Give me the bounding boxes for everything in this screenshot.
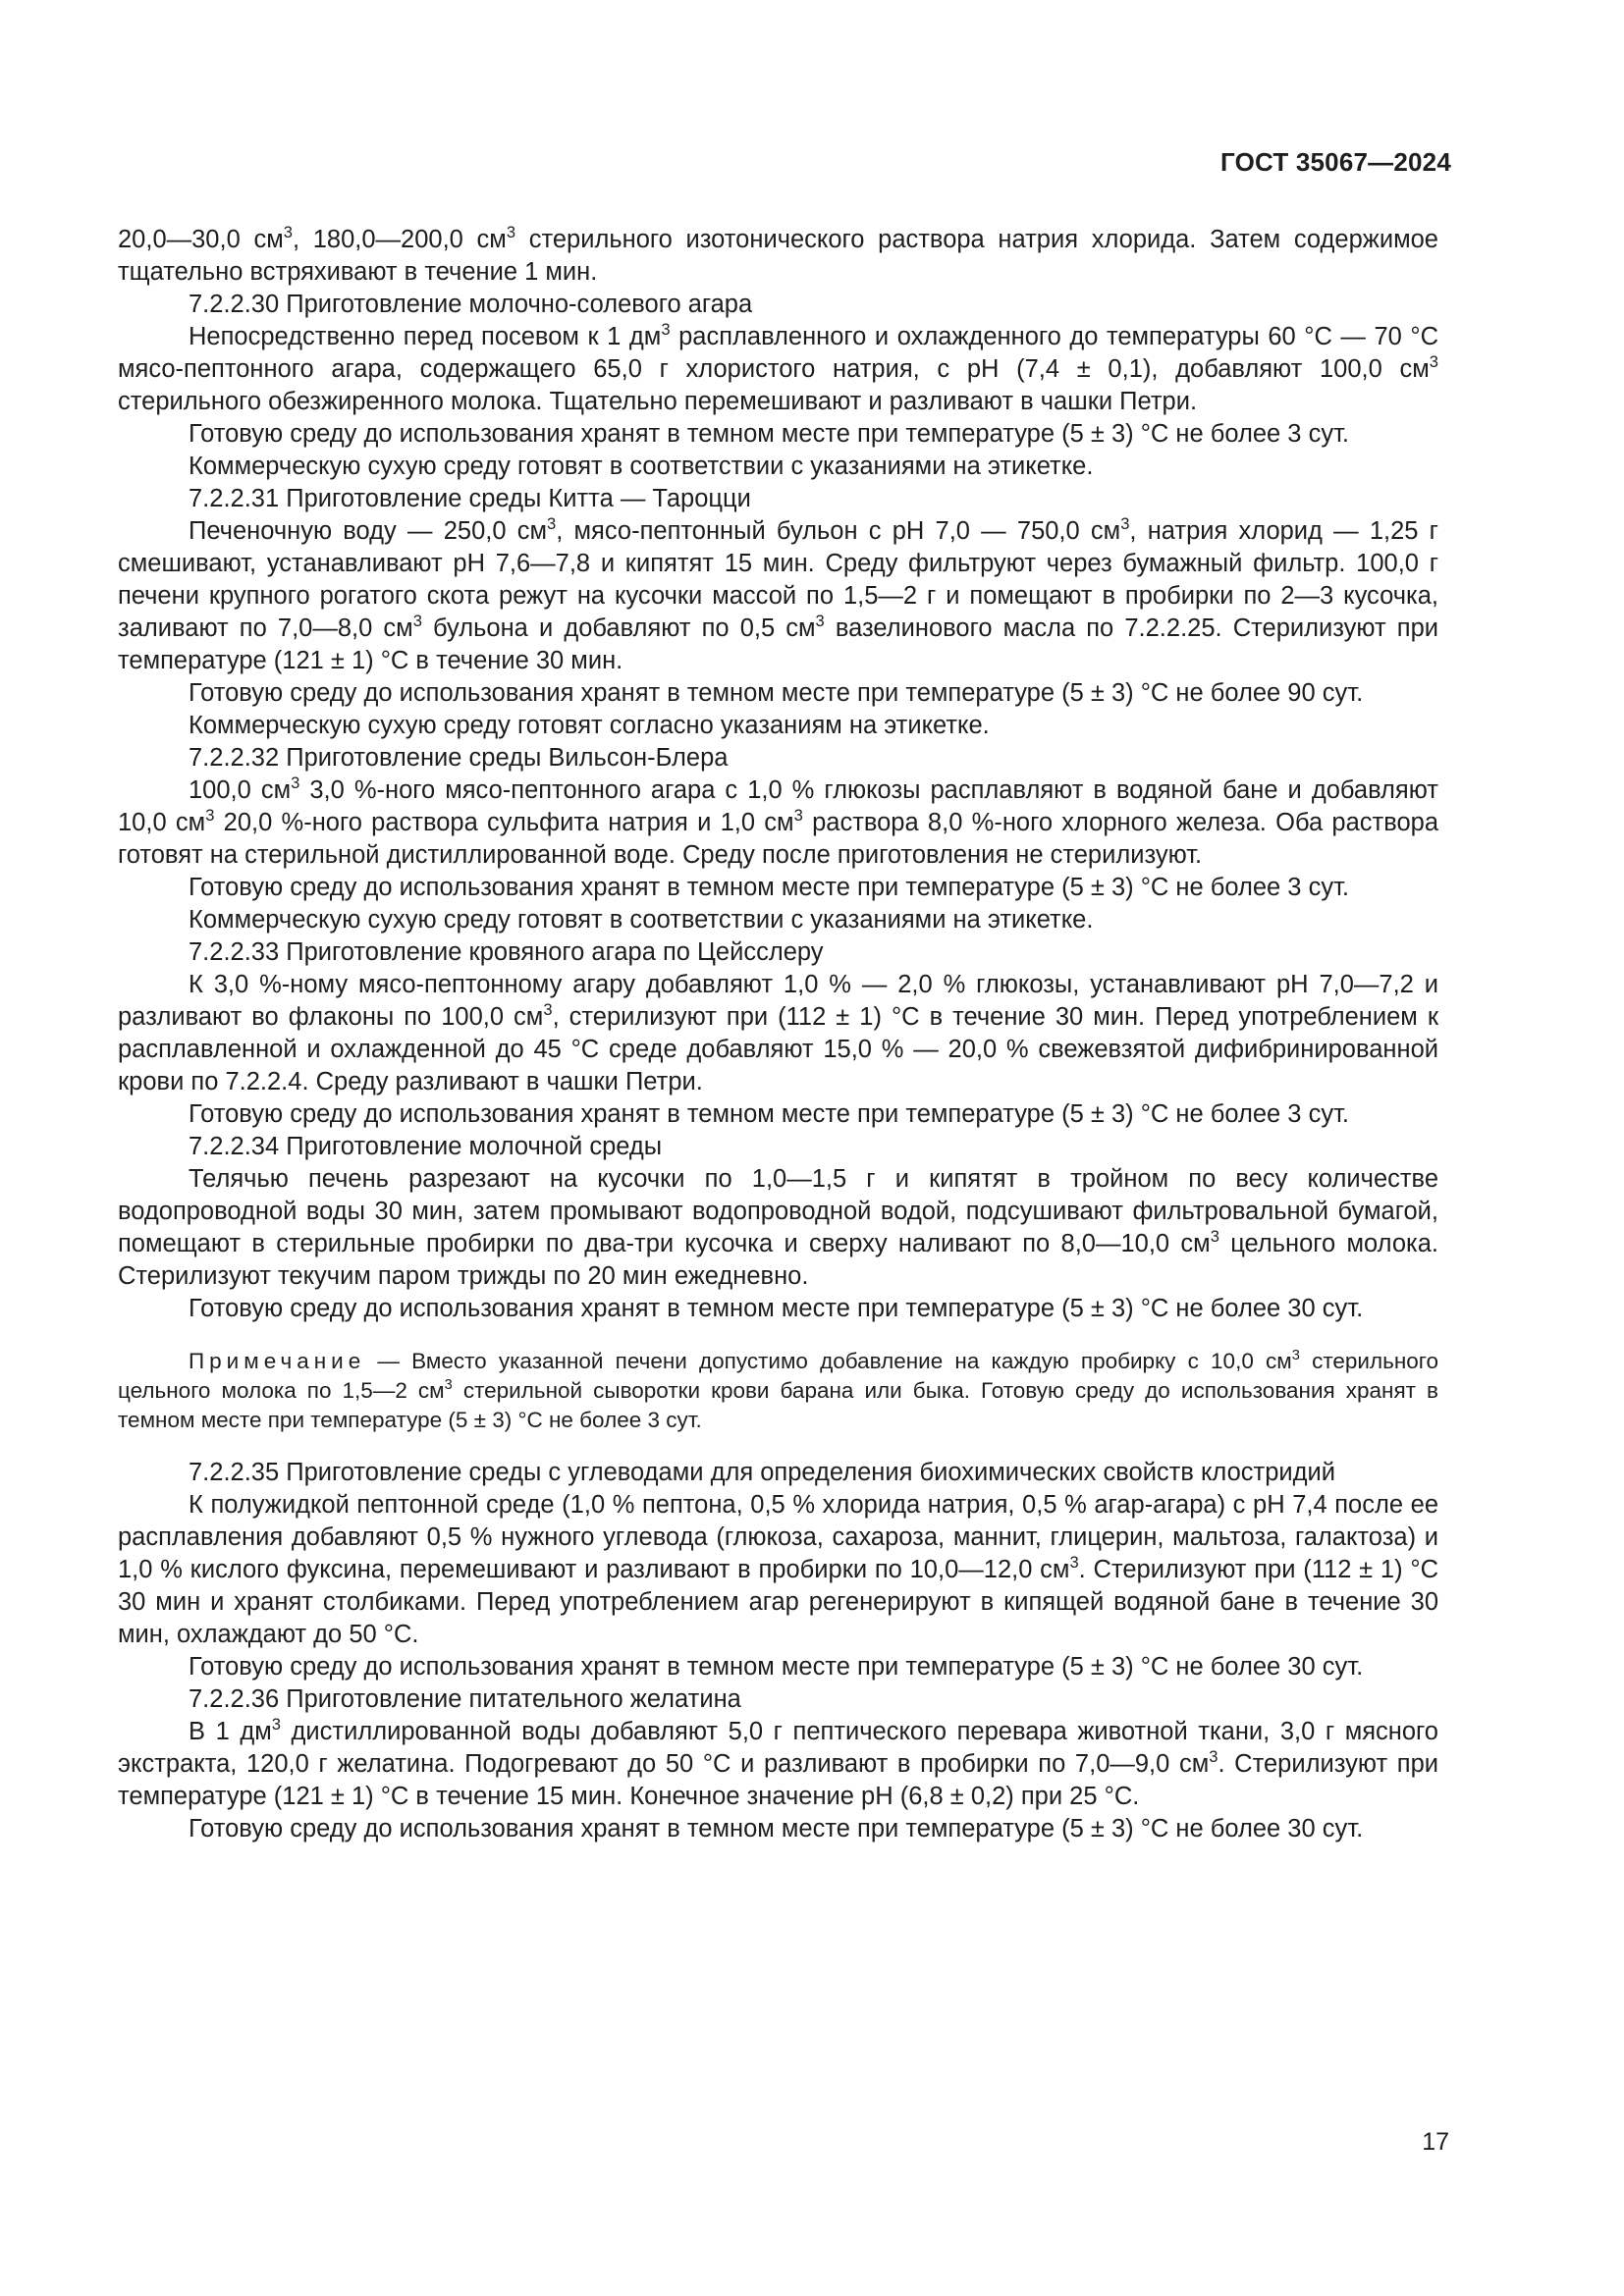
paragraph: В 1 $дм^3$ дистиллированной воды добавляют 5,0 г пептического перевара животной ткани, 3,0 г мясного экстракта, 120,0 г желатина. Подогревают до 50 °C и разливают в пробирки по 7,0—9,0 $см^3$. Стерилизуют при температуре (121 ± 1) °C в течение 15 мин. Конечное значение pH (6,8 ± 0,2) при 25 °C. xyxy=(118,1715,1446,1810)
superscript: 3 xyxy=(412,612,422,631)
superscript: 3 xyxy=(205,806,215,826)
paragraph: Печеночную воду — 250,0 $см^3$, мясо-пептонный бульон с pH 7,0 — 750,0 $см^3$, натрия хлорид — 1,25 г смешивают, устанавливают pH 7,6—7,8 и кипятят 15 мин. Среду фильтруют через бумажный фильтр. 100,0 г печени крупного рогатого скота режут на кусочки массой по 1,5—2 г и помещают в пробирки по 2—3 кусочка, заливают по 7,0—8,0 $см^3$ бульона и добавляют по 0,5 $см^3$ вазелинового масла по 7.2.2.25. Стерилизуют при температуре (121 ± 1) °C в течение 30 мин. xyxy=(118,514,1446,674)
superscript: 3 xyxy=(793,806,803,826)
superscript: 3 xyxy=(661,320,671,340)
superscript: 3 xyxy=(815,612,825,631)
paragraph: Готовую среду до использования хранят в темном месте при температуре (5 ± 3) °C не более 3 сут. xyxy=(189,1100,1350,1128)
superscript: 3 xyxy=(1429,352,1438,372)
page-number: 17 xyxy=(1422,2128,1449,2156)
superscript: 3 xyxy=(1210,1227,1219,1247)
note-text: — Вместо указанной печени допустимо добавление на каждую пробирку с 10,0 $см^3$ стерильного цельного молока по 1,5—2 $см^3$ стерильной сыворотки крови барана или быка. Готовую среду до использования хранят в темном месте при температуре (5 ± 3) °C не более 3 сут. xyxy=(118,1348,1438,1432)
paragraph: Непосредственно перед посевом к 1 $дм^3$ расплавленного и охлажденного до температуры 60 °C — 70 °C мясо-пептонного агара, содержащего 65,0 г хлористого натрия, с pH (7,4 ± 0,1), добавляют 100,0 $см^3$ стерильного обезжиренного молока. Тщательно перемешивают и разливают в чашки Петри. xyxy=(118,320,1446,415)
paragraph: 100,0 $см^3$ 3,0 %-ного мясо-пептонного агара с 1,0 % глюкозы расплавляют в водяной бане и добавляют 10,0 $см^3$ 20,0 %-ного раствора сульфита натрия и 1,0 $см^3$ раствора 8,0 %-ного хлорного железа. Оба раствора готовят на стерильной дистиллированной воде. Среду после приготовления не стерилизуют. xyxy=(118,774,1446,869)
paragraph: Готовую среду до использования хранят в темном месте при температуре (5 ± 3) °C не более 90 сут. xyxy=(189,679,1364,707)
superscript: 3 xyxy=(547,514,557,534)
paragraph: К 3,0 %-ному мясо-пептонному агару добавляют 1,0 % — 2,0 % глюкозы, устанавливают pH 7,0—7,2 и разливают во флаконы по 100,0 $см^3$, стерилизуют при (112 ± 1) °C в течение 30 мин. Перед употреблением к расплавленной и охлажденной до 45 °C среде добавляют 15,0 % — 20,0 % свежевзятой дифибринированной крови по 7.2.2.4. Среду разливают в чашки Петри. xyxy=(118,971,1446,1095)
note-block xyxy=(118,1347,1438,1435)
paragraph: Готовую среду до использования хранят в темном месте при температуре (5 ± 3) °C не более 30 сут. xyxy=(189,1815,1364,1842)
paragraph: 20,0—30,0 $см^3$, 180,0—200,0 $см^3$ стерильного изотонического раствора натрия хлорида. Затем содержимое тщательно встряхивают в течение 1 мин. xyxy=(118,223,1446,286)
document-body xyxy=(118,223,1446,1845)
superscript: 3 xyxy=(271,1715,281,1735)
paragraph: 7.2.2.33 Приготовление кровяного агара по Цейсслеру xyxy=(189,938,824,966)
document-header: ГОСТ 35067—2024 xyxy=(1220,147,1451,177)
paragraph: 7.2.2.34 Приготовление молочной среды xyxy=(189,1133,663,1160)
paragraph: Готовую среду до использования хранят в темном месте при температуре (5 ± 3) °C не более 3 сут. xyxy=(189,420,1350,448)
superscript: 3 xyxy=(1120,514,1130,534)
superscript: 3 xyxy=(506,223,516,242)
superscript: 3 xyxy=(444,1377,453,1394)
paragraph: 7.2.2.36 Приготовление питательного желатина xyxy=(189,1685,741,1713)
superscript: 3 xyxy=(543,1000,553,1020)
paragraph: Телячью печень разрезают на кусочки по 1,0—1,5 г и кипятят в тройном по весу количестве водопроводной воды 30 мин, затем промывают водопроводной водой, подсушивают фильтровальной бумагой, помещают в стерильные пробирки по два-три кусочка и сверху наливают по 8,0—10,0 $см^3$ цельного молока. Стерилизуют текучим паром трижды по 20 мин ежедневно. xyxy=(118,1165,1446,1290)
section-block-2 xyxy=(118,1457,1446,1845)
section-block-1 xyxy=(118,223,1446,1325)
paragraph: Готовую среду до использования хранят в темном месте при температуре (5 ± 3) °C не более 30 сут. xyxy=(189,1295,1364,1322)
paragraph: 7.2.2.32 Приготовление среды Вильсон-Блера xyxy=(189,744,729,772)
superscript: 3 xyxy=(283,223,293,242)
paragraph: 7.2.2.31 Приготовление среды Китта — Тароцци xyxy=(189,485,751,512)
paragraph: Коммерческую сухую среду готовят в соответствии с указаниями на этикетке. xyxy=(189,906,1094,934)
superscript: 3 xyxy=(1069,1553,1079,1573)
note-label: Примечание xyxy=(189,1349,366,1373)
paragraph: Готовую среду до использования хранят в темном месте при температуре (5 ± 3) °C не более 30 сут. xyxy=(189,1653,1364,1681)
superscript: 3 xyxy=(1291,1348,1300,1364)
paragraph: К полужидкой пептонной среде (1,0 % пептона, 0,5 % хлорида натрия, 0,5 % агар-агара) с pH 7,4 после ее расплавления добавляют 0,5 % нужного углевода (глюкоза, сахароза, маннит, глицерин, мальтоза, галактоза) и 1,0 % кислого фуксина, перемешивают и разливают в пробирки по 10,0—12,0 $см^3$. Стерилизуют при (112 ± 1) °C 30 мин и хранят столбиками. Перед употреблением агар регенерируют в кипящей водяной бане в течение 30 мин, охлаждают до 50 °C. xyxy=(118,1491,1446,1648)
paragraph: 7.2.2.30 Приготовление молочно-солевого агара xyxy=(189,291,753,318)
paragraph: Готовую среду до использования хранят в темном месте при температуре (5 ± 3) °C не более 3 сут. xyxy=(189,874,1350,901)
paragraph: Коммерческую сухую среду готовят в соответствии с указаниями на этикетке. xyxy=(189,453,1094,480)
superscript: 3 xyxy=(291,774,300,793)
paragraph: Коммерческую сухую среду готовят согласно указаниям на этикетке. xyxy=(189,712,990,739)
superscript: 3 xyxy=(1209,1747,1218,1767)
paragraph: 7.2.2.35 Приготовление среды с углеводами для определения биохимических свойств клостридий xyxy=(189,1459,1336,1486)
